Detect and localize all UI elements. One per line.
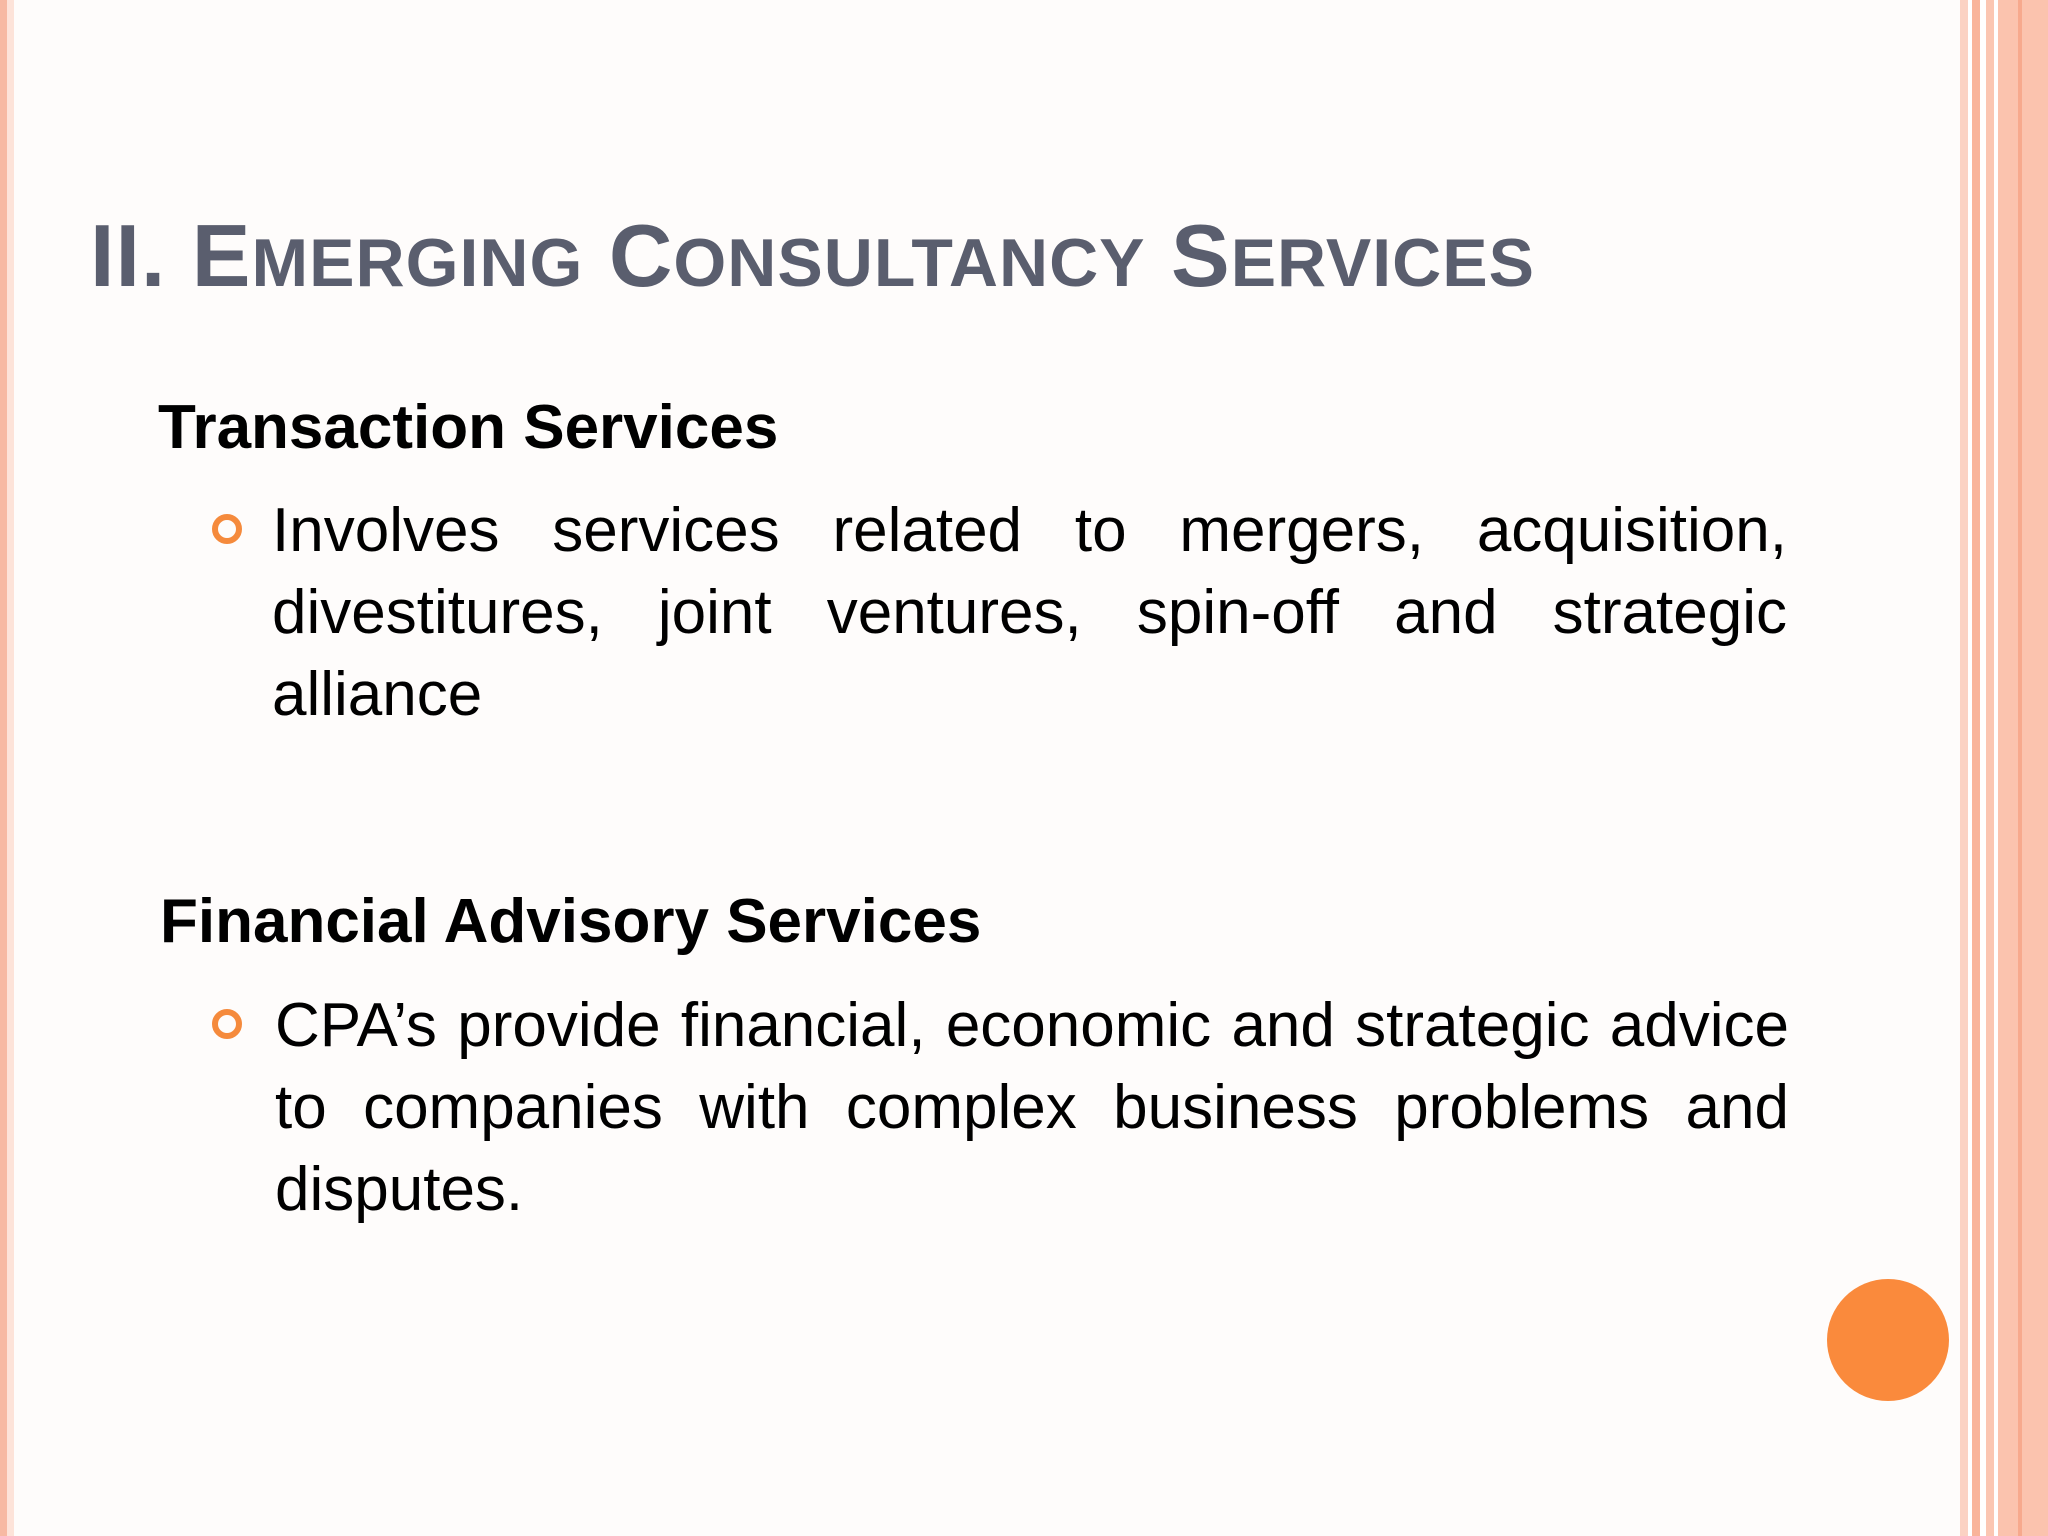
left-border-stripe — [0, 0, 14, 1536]
title-part-4: ONSULTANCY — [673, 225, 1146, 301]
right-decorative-stripes — [1960, 0, 2048, 1536]
title-part-1: II. E — [90, 206, 252, 305]
circle-bullet-icon — [212, 514, 242, 544]
title-part-2: MERGING — [251, 225, 584, 301]
bullet-text-financial-advisory: CPA’s provide financial, economic and strategic advice to companies with complex business problems and disputes. — [275, 991, 1789, 1224]
section-heading-transaction: Transaction Services — [158, 393, 779, 462]
slide-title — [90, 205, 1535, 307]
section-heading-financial-advisory: Financial Advisory Services — [160, 887, 982, 956]
orange-accent-circle — [1827, 1279, 1949, 1401]
title-part-3: C — [583, 206, 674, 305]
bullet-text-transaction: Involves services related to mergers, acquisition, divestitures, joint ventures, spin-off and strategic alliance — [272, 496, 1787, 729]
title-part-5: S — [1145, 206, 1231, 305]
right-stripe-line — [2018, 0, 2022, 1536]
circle-bullet-icon — [212, 1009, 242, 1039]
title-part-6: ERVICES — [1230, 225, 1535, 301]
